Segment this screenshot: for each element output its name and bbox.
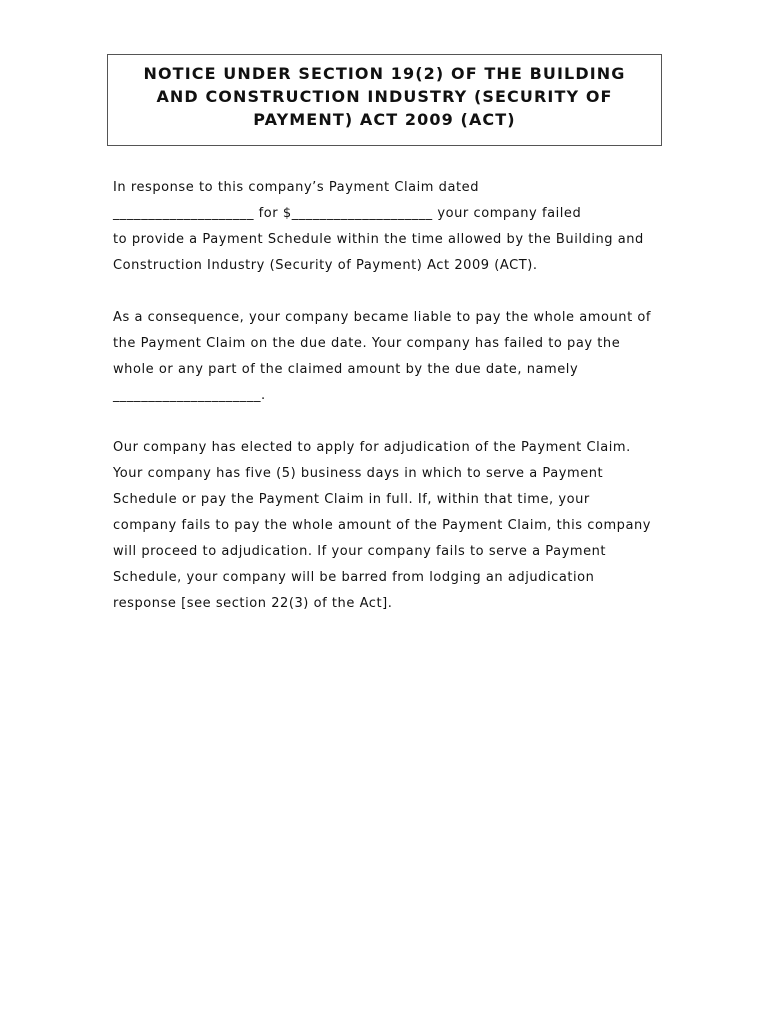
paragraph-adjudication [113, 435, 673, 617]
paragraph-line: whole or any part of the claimed amount by the due date, namely [113, 362, 579, 377]
paragraph-line: will proceed to adjudication. If your company fails to serve a Payment [113, 544, 607, 559]
notice-title-line-3: PAYMENT) ACT 2009 (ACT) [253, 110, 516, 129]
notice-title-line-2: AND CONSTRUCTION INDUSTRY (SECURITY OF [156, 87, 613, 106]
paragraph-line: As a consequence, your company became liable to pay the whole amount of [113, 310, 652, 325]
paragraph-line: to provide a Payment Schedule within the time allowed by the Building and [113, 232, 644, 247]
paragraph-line: Your company has five (5) business days in which to serve a Payment [113, 466, 604, 481]
paragraph-line: response [see section 22(3) of the Act]. [113, 596, 393, 611]
paragraph-line: Construction Industry (Security of Payment) Act 2009 (ACT). [113, 258, 538, 273]
paragraph-line: Schedule or pay the Payment Claim in full. If, within that time, your [113, 492, 590, 507]
notice-title-line-1: NOTICE UNDER SECTION 19(2) OF THE BUILDING [143, 64, 626, 83]
paragraph-line: _____________________. [113, 388, 266, 403]
paragraph-line: the Payment Claim on the due date. Your company has failed to pay the [113, 336, 621, 351]
paragraph-line: Schedule, your company will be barred from lodging an adjudication [113, 570, 595, 585]
paragraph-consequence [113, 305, 673, 409]
paragraph-line: Our company has elected to apply for adjudication of the Payment Claim. [113, 440, 631, 455]
notice-title-box [107, 54, 662, 146]
paragraph-line: ____________________ for $____________________ your company failed [113, 206, 582, 221]
paragraph-line: In response to this company’s Payment Claim dated [113, 180, 479, 195]
paragraph-payment-claim [113, 175, 673, 279]
paragraph-line: company fails to pay the whole amount of the Payment Claim, this company [113, 518, 652, 533]
